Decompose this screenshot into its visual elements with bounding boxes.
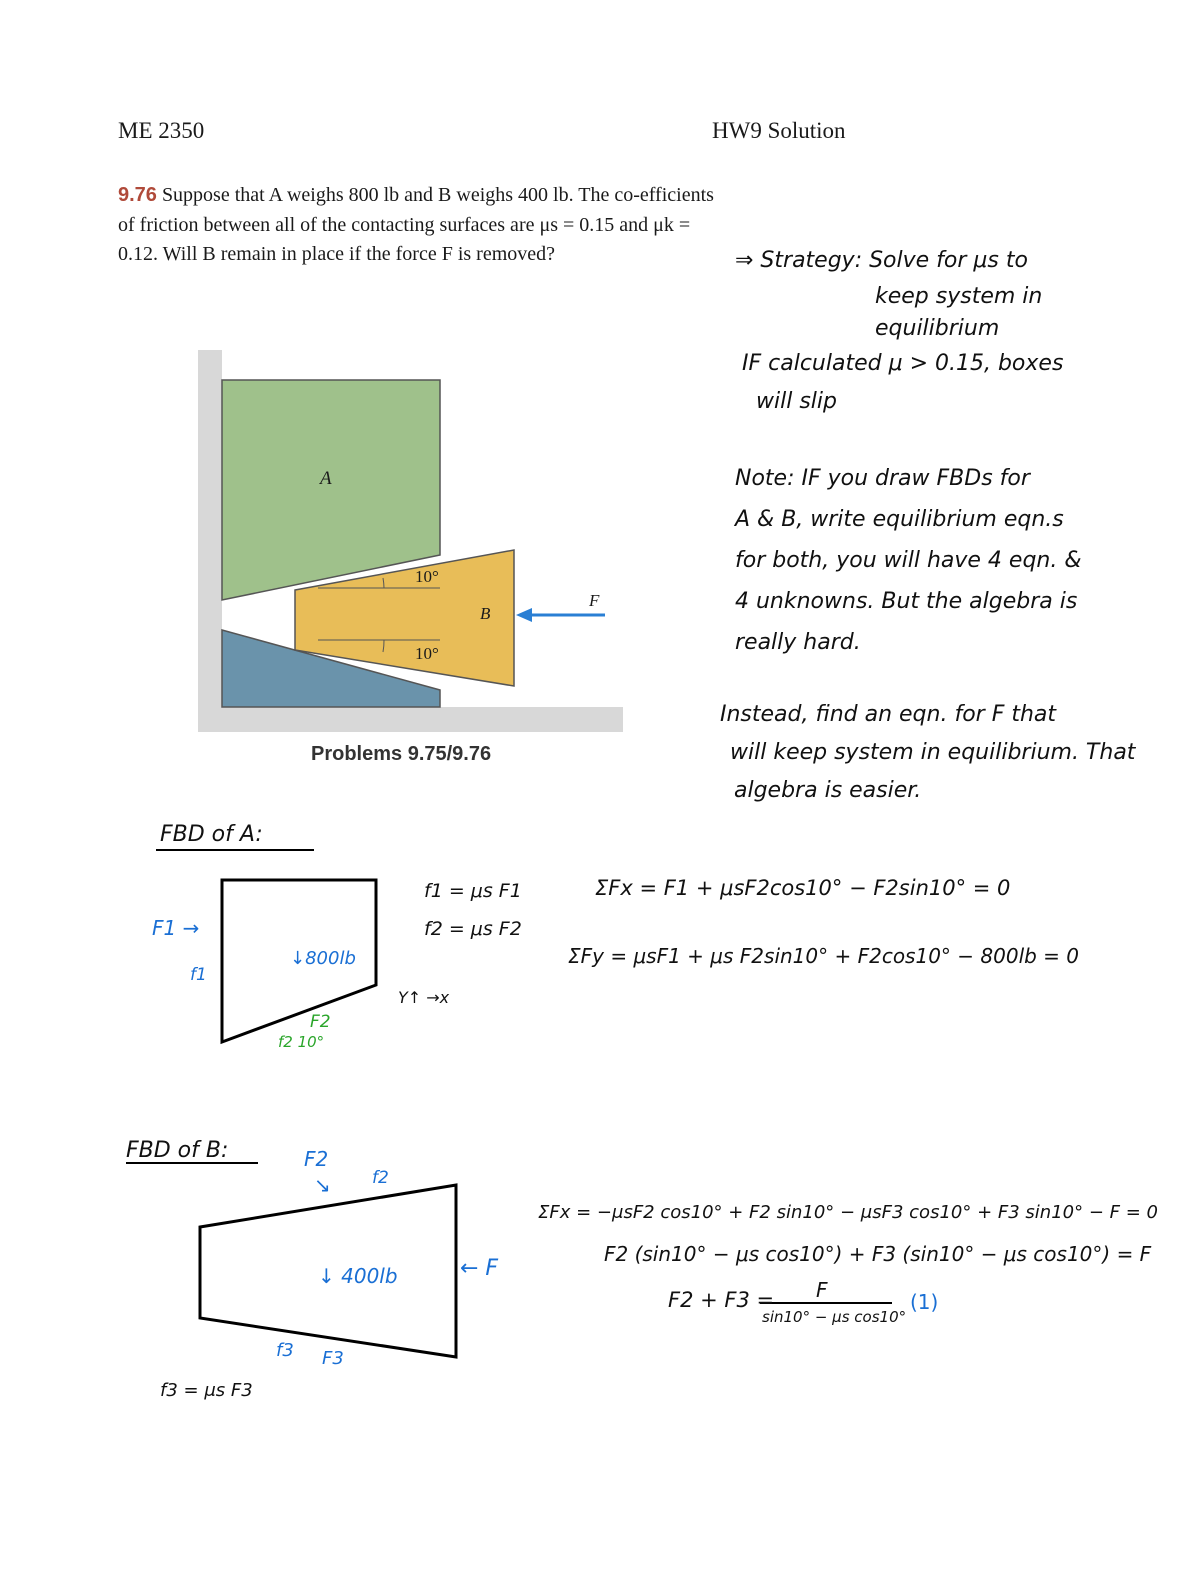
fbd-a-f1-small: f1 <box>190 965 207 985</box>
friction-relation-1: f1 = μs F1 <box>424 880 522 902</box>
note-line-5: really hard. <box>735 630 861 655</box>
document-title: HW9 Solution <box>712 118 846 143</box>
fbd-a-f2-force: F2 <box>310 1012 331 1032</box>
strategy-line-1: ⇒ Strategy: Solve for μs to <box>735 248 1028 273</box>
instead-note <box>720 696 1180 810</box>
fbd-a-title: FBD of A: <box>160 822 263 847</box>
problem-text: Suppose that A weighs 800 lb and B weighs 400 lb. The co-efficients of friction between all of the contacting surfaces are μs = 0.15 and μk = 0.12. Will B remain in place if the force F is removed? <box>118 184 714 265</box>
label-b: B <box>480 604 491 623</box>
fbd-b-title: FBD of B: <box>126 1138 229 1163</box>
fbd-a-f2-small: f2 10° <box>278 1033 325 1051</box>
fbd-b-f2-force: F2 <box>304 1147 329 1171</box>
note-line-3: for both, you will have 4 eqn. & <box>735 548 1082 573</box>
block-a <box>222 380 440 600</box>
label-f: F <box>589 591 600 610</box>
problem-number: 9.76 <box>118 184 157 206</box>
fbd-b-f2-arrow: ↘ <box>314 1173 331 1197</box>
label-a: A <box>320 468 332 489</box>
instead-line-2: will keep system in equilibrium. That <box>730 740 1136 765</box>
fbd-note <box>735 458 1175 663</box>
fbd-a-weight: ↓800lb <box>290 948 356 969</box>
eq1-denominator: sin10° − μs cos10° <box>762 1308 907 1326</box>
note-line-4: 4 unknowns. But the algebra is <box>735 589 1078 614</box>
eq1-tag: (1) <box>910 1290 939 1314</box>
course-code: ME 2350 <box>118 118 205 143</box>
friction-relation-3: f3 = μs F3 <box>160 1380 253 1401</box>
fbd-b-f2-small: f2 <box>372 1168 389 1188</box>
fbd-b-force-f: ← F <box>460 1256 499 1281</box>
instead-line-1: Instead, find an eqn. for F that <box>720 702 1057 727</box>
force-f-arrowhead <box>516 608 532 622</box>
angle-bottom-label: 10° <box>415 644 439 663</box>
axes-indicator: Y↑ →x <box>398 988 450 1007</box>
fbd-b-factored-eq: F2 (sin10° − μs cos10°) + F3 (sin10° − μs cos10°) = F <box>604 1242 1152 1266</box>
if-line-2: will slip <box>756 389 837 414</box>
fbd-a-f1-arrow: F1 → <box>152 916 200 940</box>
fbd-b-sum-fx: ΣFx = −μsF2 cos10° + F2 sin10° − μsF3 cos10° + F3 sin10° − F = 0 <box>538 1202 1158 1223</box>
eq1-numerator: F <box>816 1278 828 1302</box>
eq1-left-side: F2 + F3 = <box>668 1288 775 1312</box>
fbd-b-f3-small: f3 <box>276 1340 294 1361</box>
wall <box>198 350 222 732</box>
strategy-line-3: equilibrium <box>875 316 1000 341</box>
angle-top-label: 10° <box>415 567 439 586</box>
fbd-a-sum-fx: ΣFx = F1 + μsF2cos10° − F2sin10° = 0 <box>595 876 1011 900</box>
note-line-1: Note: IF you draw FBDs for <box>735 466 1030 491</box>
friction-relation-2: f2 = μs F2 <box>424 918 522 940</box>
fbd-a-sum-fy: ΣFy = μsF1 + μs F2sin10° + F2cos10° − 800lb = 0 <box>568 944 1080 968</box>
if-line-1: IF calculated μ > 0.15, boxes <box>742 351 1064 376</box>
fbd-b-weight: ↓ 400lb <box>318 1264 398 1288</box>
fbd-b-f3-force: F3 <box>322 1348 344 1369</box>
figure-caption: Problems 9.75/9.76 <box>311 743 492 765</box>
slip-condition-note <box>742 345 1172 421</box>
note-line-2: A & B, write equilibrium eqn.s <box>735 507 1064 532</box>
strategy-note <box>735 240 1175 345</box>
floor <box>198 707 623 732</box>
instead-line-3: algebra is easier. <box>734 778 922 803</box>
strategy-line-2: keep system in <box>875 284 1043 309</box>
